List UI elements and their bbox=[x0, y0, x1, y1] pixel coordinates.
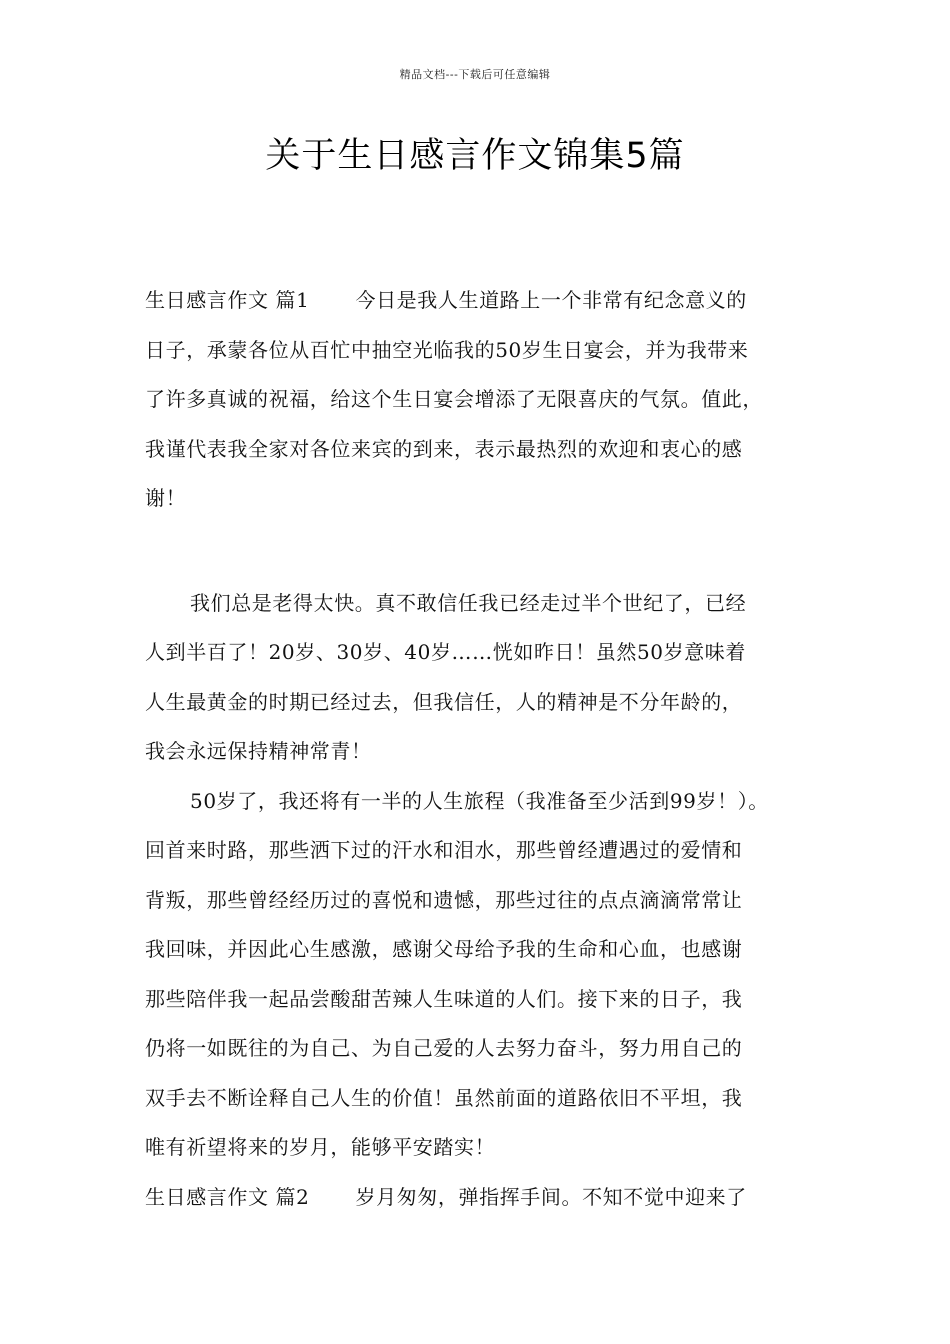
section-1-first-line bbox=[145, 276, 825, 326]
section-2-first-line bbox=[145, 1173, 825, 1223]
paragraph-2-line-1: 人到半百了！20岁、30岁、40岁……恍如昨日！虽然50岁意味着 bbox=[145, 640, 746, 664]
paragraph-3-line-0: 50岁了，我还将有一半的人生旅程（我准备至少活到99岁！）。 bbox=[190, 788, 769, 813]
paragraph-3-line-1: 回首来时路，那些洒下过的汗水和泪水，那些曾经遭遇过的爱情和 bbox=[145, 838, 743, 862]
section-2-line-0: 岁月匆匆，弹指挥手间。不知不觉中迎来了 bbox=[355, 1184, 747, 1209]
paragraph-3-line-7: 唯有祈望将来的岁月，能够平安踏实！ bbox=[145, 1135, 496, 1159]
header-note: 精品文档---下载后可任意编辑 bbox=[399, 68, 551, 81]
section-1-line-2: 了许多真诚的祝福，给这个生日宴会增添了无限喜庆的气氛。值此， bbox=[145, 387, 763, 411]
section-1-line-0: 今日是我人生道路上一个非常有纪念意义的 bbox=[355, 288, 747, 312]
section-2-label: 生日感言作文 篇2 bbox=[145, 1184, 310, 1209]
paragraph-2-line-3: 我会永远保持精神常青！ bbox=[145, 739, 372, 763]
paragraph-3-line-4: 那些陪伴我一起品尝酸甜苦辣人生味道的人们。接下来的日子，我 bbox=[145, 986, 743, 1011]
section-1-label: 生日感言作文 篇1 bbox=[145, 288, 310, 312]
paragraph-3-line-6: 双手去不断诠释自己人生的价值！虽然前面的道路依旧不平坦，我 bbox=[145, 1085, 743, 1110]
paragraph-3-line-3: 我回味，并因此心生感激，感谢父母给予我的生命和心血，也感谢 bbox=[145, 937, 743, 961]
section-1-line-4: 谢！ bbox=[145, 486, 187, 510]
section-1-line-3: 我谨代表我全家对各位来宾的到来，表示最热烈的欢迎和衷心的感 bbox=[145, 436, 743, 461]
section-1-line-1: 日子，承蒙各位从百忙中抽空光临我的50岁生日宴会，并为我带来 bbox=[145, 337, 749, 362]
paragraph-2-line-0: 我们总是老得太快。真不敢信任我已经走过半个世纪了，已经 bbox=[190, 590, 747, 615]
page-title: 关于生日感言作文锦集5篇 bbox=[265, 136, 685, 176]
paragraph-3-line-5: 仍将一如既往的为自己、为自己爱的人去努力奋斗，努力用自己的 bbox=[145, 1036, 743, 1060]
paragraph-2-line-2: 人生最黄金的时期已经过去，但我信任，人的精神是不分年龄的， bbox=[145, 689, 743, 714]
document-body bbox=[145, 276, 825, 1222]
paragraph-3-line-2: 背叛，那些曾经经历过的喜悦和遗憾，那些过往的点点滴滴常常让 bbox=[145, 887, 743, 912]
